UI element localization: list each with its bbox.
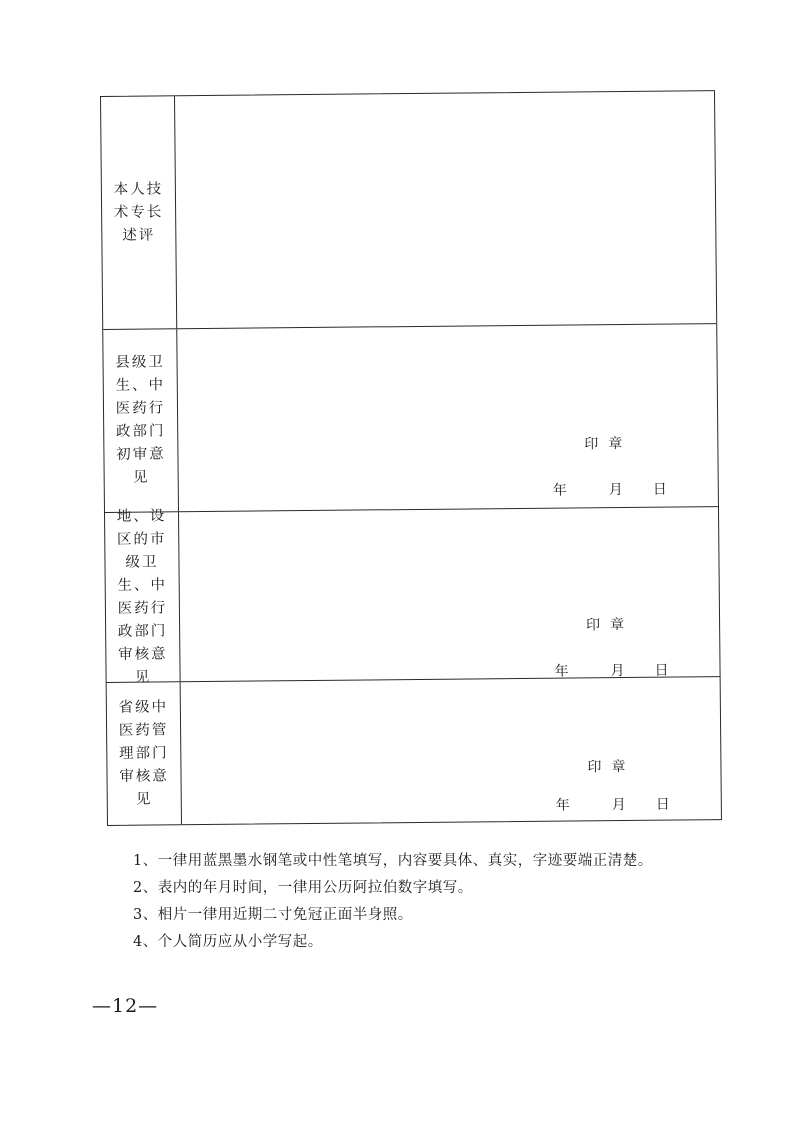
label-cell bbox=[107, 682, 182, 825]
province-review-field[interactable] bbox=[181, 677, 721, 824]
date-line bbox=[540, 659, 720, 680]
technical-expertise-field[interactable] bbox=[175, 91, 716, 328]
seal-area bbox=[540, 613, 720, 680]
row-city-review bbox=[105, 506, 720, 686]
row-label-city-review: 地、设区的市级卫生、中医药行政部门审核意见 bbox=[116, 507, 168, 686]
city-review-field[interactable] bbox=[179, 507, 720, 681]
seal-area bbox=[538, 432, 718, 499]
seal-label: 印章 bbox=[584, 435, 633, 453]
row-county-review bbox=[103, 323, 718, 512]
row-technical-expertise bbox=[101, 91, 716, 329]
date-year-label: 年 bbox=[555, 797, 570, 814]
seal-label: 印章 bbox=[587, 758, 636, 776]
form-notes bbox=[133, 848, 653, 956]
label-cell bbox=[103, 329, 179, 512]
row-label-province-review: 省级中医药管理部门审核意见 bbox=[118, 698, 169, 808]
date-month-label: 月 bbox=[610, 662, 625, 680]
date-month-label: 月 bbox=[608, 482, 623, 499]
row-province-review bbox=[107, 676, 721, 825]
date-day-label: 日 bbox=[652, 481, 667, 498]
date-line bbox=[542, 793, 722, 814]
date-month-label: 月 bbox=[611, 796, 626, 814]
date-day-label: 日 bbox=[654, 662, 669, 679]
date-line bbox=[539, 478, 719, 499]
label-cell bbox=[105, 507, 181, 686]
row-label-county-review: 县级卫生、中医药行政部门初审意见 bbox=[115, 354, 166, 486]
note-item: 4、个人简历应从小学写起。 bbox=[133, 934, 323, 950]
page-number: —12— bbox=[92, 995, 159, 1017]
row-label-technical-expertise: 本人技术专长述评 bbox=[113, 180, 164, 244]
note-item: 1、一律用蓝黑墨水钢笔或中性笔填写，内容要具体、真实，字迹要端正清楚。 bbox=[133, 853, 653, 869]
review-form-table bbox=[100, 90, 722, 826]
date-day-label: 日 bbox=[655, 796, 670, 813]
county-review-field[interactable] bbox=[177, 324, 718, 511]
date-year-label: 年 bbox=[554, 663, 569, 680]
note-item: 2、表内的年月时间，一律用公历阿拉伯数字填写。 bbox=[133, 880, 473, 896]
seal-label: 印章 bbox=[586, 616, 635, 634]
seal-area bbox=[541, 755, 721, 814]
note-item: 3、相片一律用近期二寸免冠正面半身照。 bbox=[133, 907, 413, 923]
date-year-label: 年 bbox=[552, 482, 567, 499]
label-cell bbox=[101, 96, 177, 329]
